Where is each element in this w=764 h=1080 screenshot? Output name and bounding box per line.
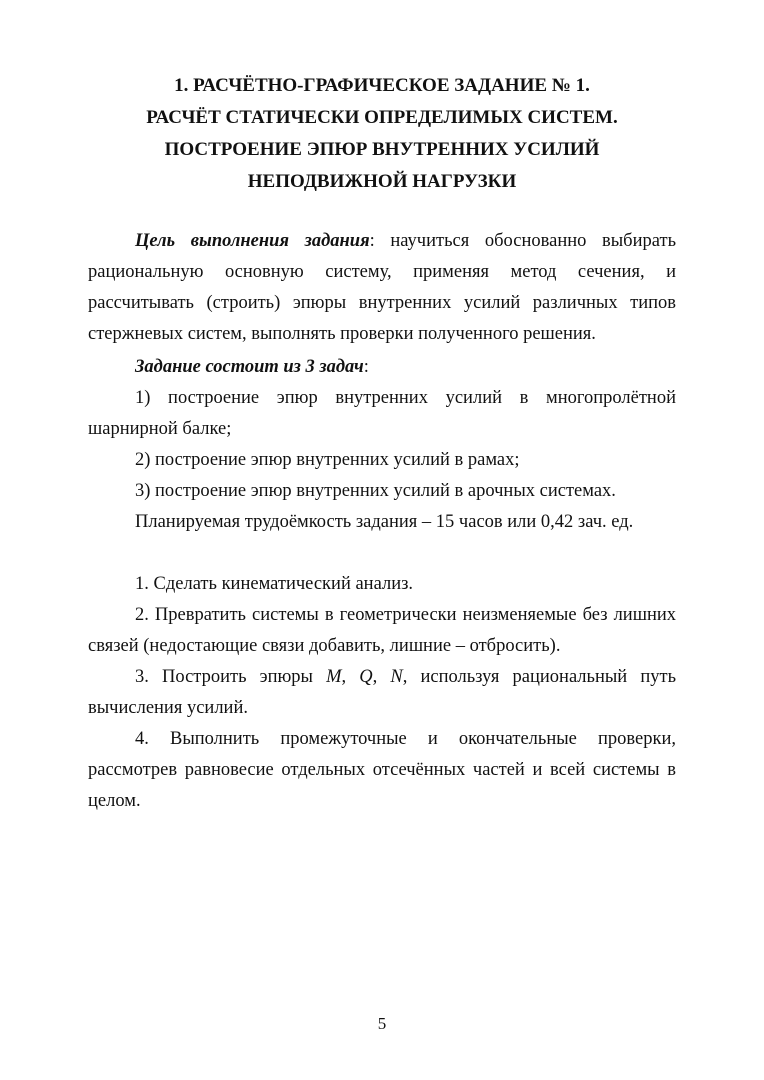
page-number: 5	[377, 1014, 387, 1033]
heading-line-1: 1. РАСЧЁТНО-ГРАФИЧЕСКОЕ ЗАДАНИЕ № 1.	[174, 75, 590, 96]
task-item-3: 3) построение эпюр внутренних усилий в арочных системах.	[135, 481, 616, 501]
goal-paragraph	[88, 226, 676, 350]
document-body	[88, 226, 676, 817]
task-item-2: 2) построение эпюр внутренних усилий в рамах;	[135, 450, 520, 470]
goal-text: : научиться обоснованно выбирать рациональную основную систему, применяя метод сечения, и рассчитывать (строить) эпюры внутренних усилий различных типов стержневых систем, выполнять проверки полученного решения.	[88, 231, 677, 344]
step-3-comma-2: ,	[372, 667, 391, 687]
goal-label: Цель выполнения задания	[135, 231, 370, 251]
step-3-lead: 3. Построить эпюры	[135, 667, 327, 687]
workload-paragraph: Планируемая трудоёмкость задания – 15 часов или 0,42 зач. ед.	[135, 512, 634, 532]
heading-line-2: РАСЧЁТ СТАТИЧЕСКИ ОПРЕДЕЛИМЫХ СИСТЕМ.	[146, 107, 618, 128]
step-1: 1. Сделать кинематический анализ.	[135, 574, 414, 594]
tasks-label: Задание состоит из 3 задач	[135, 357, 364, 377]
step-3-comma-1: ,	[341, 667, 360, 687]
section-heading	[88, 70, 676, 198]
symbol-m: M	[326, 667, 342, 687]
tasks-intro	[88, 352, 676, 383]
step-4: 4. Выполнить промежуточные и окончательные проверки, рассмотрев равновесие отдельных отсечённых частей и всей системы в целом.	[88, 729, 676, 811]
step-3-tail: , используя рациональный путь вычисления усилий.	[88, 667, 677, 718]
symbol-q: Q	[359, 667, 373, 687]
step-3	[88, 662, 676, 724]
symbol-n: N	[390, 667, 403, 687]
step-2: 2. Превратить системы в геометрически неизменяемые без лишних связей (недостающие связи добавить, лишние – отбросить).	[88, 605, 676, 656]
heading-line-4: НЕПОДВИЖНОЙ НАГРУЗКИ	[247, 171, 517, 192]
tasks-colon: :	[363, 357, 369, 377]
task-item-1: 1) построение эпюр внутренних усилий в многопролётной шарнирной балке;	[88, 388, 676, 439]
heading-line-3: ПОСТРОЕНИЕ ЭПЮР ВНУТРЕННИХ УСИЛИЙ	[164, 139, 600, 160]
